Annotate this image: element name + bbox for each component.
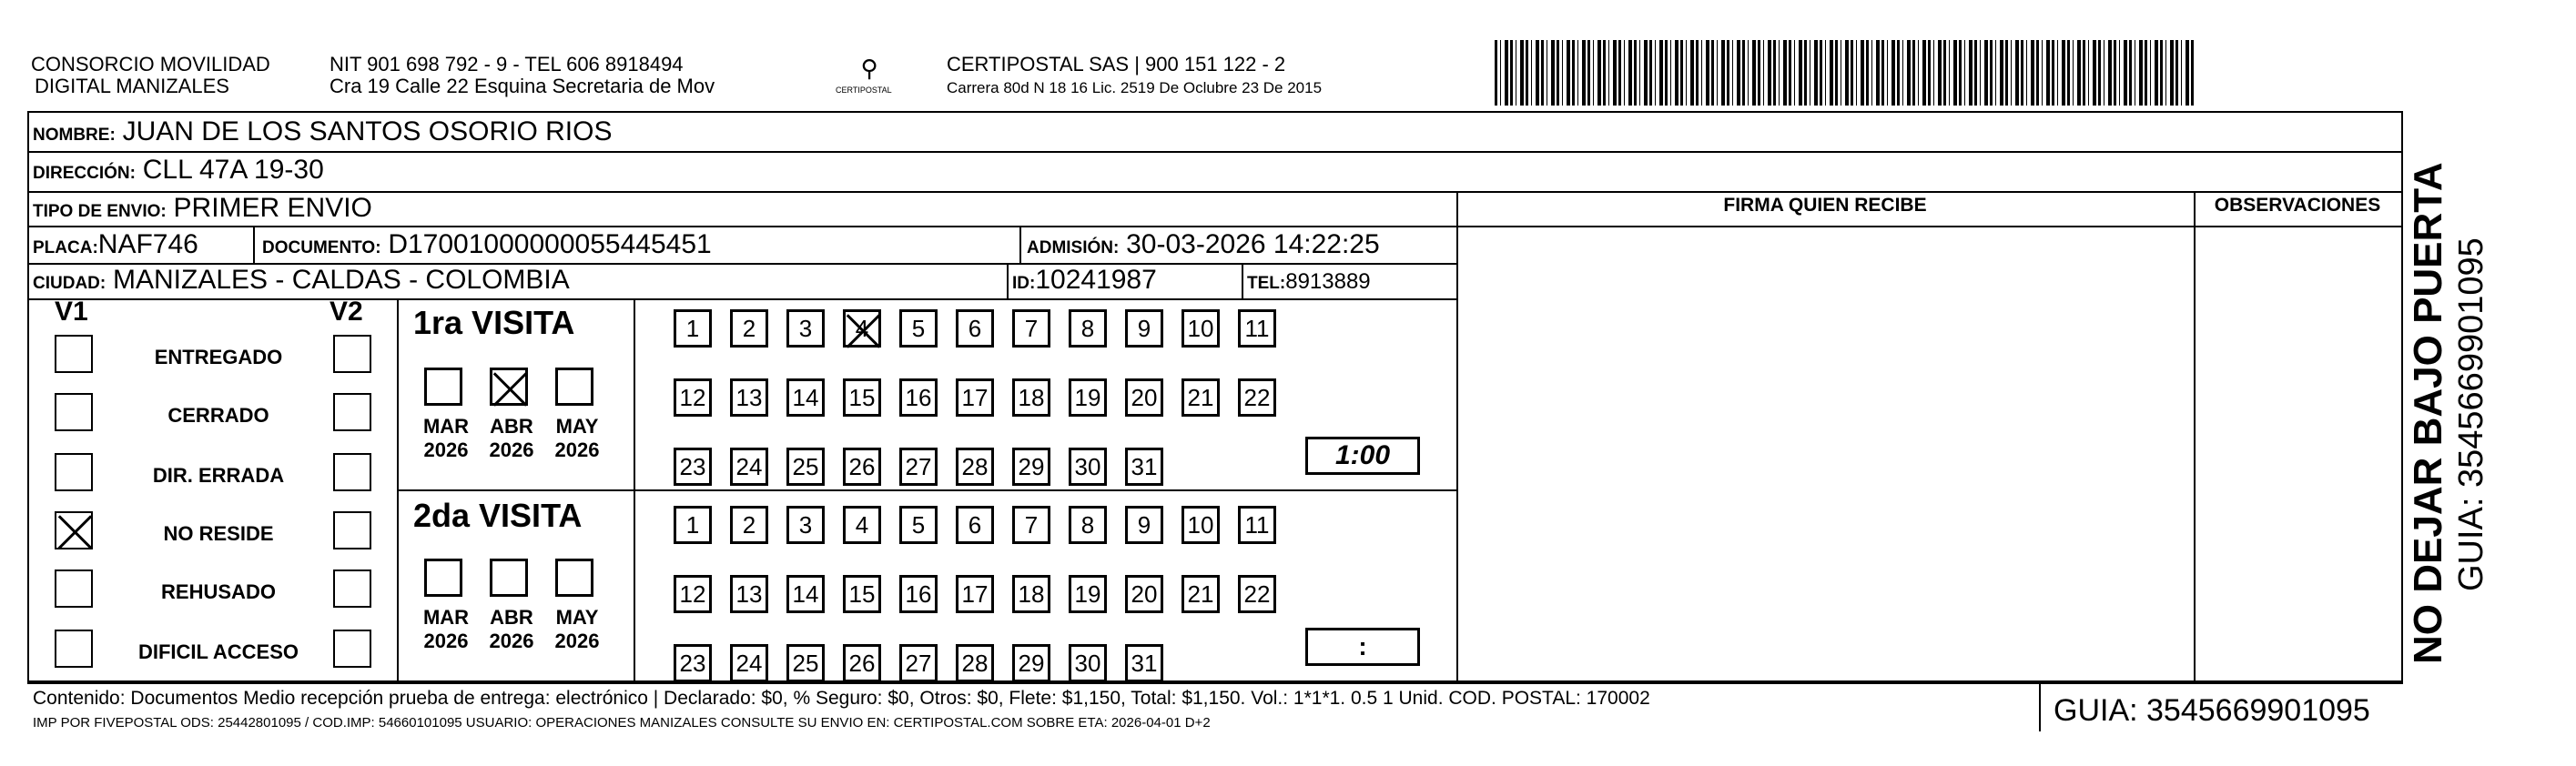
v1-checkbox[interactable] [55, 453, 93, 491]
tipo-envio-field: TIPO DE ENVIO: PRIMER ENVIO [33, 193, 372, 223]
day-box-14[interactable]: 14 [786, 575, 825, 613]
day-box-12[interactable]: 12 [674, 575, 712, 613]
day-box-10[interactable]: 10 [1182, 506, 1220, 544]
day-box-2[interactable]: 2 [730, 506, 768, 544]
sender-name-line2: DIGITAL MANIZALES [35, 75, 229, 97]
v1-checkbox[interactable] [55, 630, 93, 668]
observaciones-label: OBSERVACIONES [2214, 195, 2381, 216]
day-box-25[interactable]: 25 [786, 448, 825, 486]
day-box-7[interactable]: 7 [1012, 506, 1050, 544]
status-label: NO RESIDE [163, 522, 274, 545]
day-box-26[interactable]: 26 [843, 644, 881, 682]
visit2-time[interactable]: : [1305, 628, 1420, 666]
month-checkbox[interactable] [555, 368, 593, 406]
day-box-19[interactable]: 19 [1069, 575, 1107, 613]
v2-checkbox[interactable] [333, 335, 371, 373]
v2-label: V2 [330, 297, 363, 327]
day-box-5[interactable]: 5 [899, 506, 938, 544]
v2-checkbox[interactable] [333, 393, 371, 431]
day-box-25[interactable]: 25 [786, 644, 825, 682]
day-box-8[interactable]: 8 [1069, 309, 1107, 348]
day-box-27[interactable]: 27 [899, 644, 938, 682]
footer-contenido: Contenido: Documentos Medio recepción prueba de entrega: electrónico | Declarado: $0, % Seguro: $0, Otros: $0, Flete: $1,150, Total: $1,150. Vol.: 1*1*1. 0.5 1 Unid. COD. POSTAL: 170002 [33, 688, 1650, 709]
day-box-17[interactable]: 17 [956, 575, 994, 613]
month-label: ABR 2026 [489, 415, 534, 461]
day-box-16[interactable]: 16 [899, 575, 938, 613]
day-box-18[interactable]: 18 [1012, 378, 1050, 417]
day-box-11[interactable]: 11 [1238, 309, 1276, 348]
day-box-21[interactable]: 21 [1182, 575, 1220, 613]
direccion-field: DIRECCIÓN: CLL 47A 19-30 [33, 155, 324, 185]
courier-logo-text: CERTIPOSTAL [836, 86, 892, 95]
tel-field: TEL:8913889 [1247, 269, 1371, 294]
v2-checkbox[interactable] [333, 453, 371, 491]
courier-address: Carrera 80d N 18 16 Lic. 2519 De Oclubre 23 De 2015 [947, 79, 1323, 96]
day-box-17[interactable]: 17 [956, 378, 994, 417]
day-box-4[interactable]: 4 [843, 506, 881, 544]
observaciones-area[interactable] [2196, 227, 2401, 679]
day-box-22[interactable]: 22 [1238, 378, 1276, 417]
month-checkbox[interactable] [424, 559, 462, 597]
month-label: MAR 2026 [422, 606, 470, 652]
status-label: REHUSADO [161, 580, 276, 603]
firma-area[interactable] [1458, 227, 2192, 679]
day-box-23[interactable]: 23 [674, 448, 712, 486]
sender-nit: NIT 901 698 792 - 9 - TEL 606 8918494 [330, 53, 684, 76]
day-box-4[interactable]: 4 [843, 309, 881, 348]
v1-label: V1 [55, 297, 88, 327]
sender-address: Cra 19 Calle 22 Esquina Secretaria de Mov [330, 75, 715, 97]
day-box-3[interactable]: 3 [786, 309, 825, 348]
day-box-20[interactable]: 20 [1125, 378, 1163, 417]
day-box-10[interactable]: 10 [1182, 309, 1220, 348]
day-box-13[interactable]: 13 [730, 575, 768, 613]
month-checkbox[interactable] [424, 368, 462, 406]
day-box-30[interactable]: 30 [1069, 644, 1107, 682]
day-box-28[interactable]: 28 [956, 448, 994, 486]
v2-checkbox[interactable] [333, 569, 371, 608]
day-box-5[interactable]: 5 [899, 309, 938, 348]
placa-field: PLACA:NAF746 [33, 229, 198, 259]
ciudad-field: CIUDAD: MANIZALES - CALDAS - COLOMBIA [33, 265, 570, 295]
documento-field: DOCUMENTO: D17001000000055445451 [262, 229, 712, 259]
id-field: ID:10241987 [1012, 265, 1157, 295]
month-checkbox[interactable] [490, 559, 528, 597]
day-box-9[interactable]: 9 [1125, 309, 1163, 348]
barcode [1495, 40, 2196, 106]
visit1-title: 1ra VISITA [413, 304, 575, 341]
side-guia: GUIA: 3545669901095 [2452, 237, 2490, 591]
day-box-3[interactable]: 3 [786, 506, 825, 544]
day-box-29[interactable]: 29 [1012, 448, 1050, 486]
day-box-24[interactable]: 24 [730, 644, 768, 682]
day-box-24[interactable]: 24 [730, 448, 768, 486]
day-box-21[interactable]: 21 [1182, 378, 1220, 417]
v2-checkbox[interactable] [333, 511, 371, 549]
status-label: CERRADO [167, 404, 269, 427]
day-box-23[interactable]: 23 [674, 644, 712, 682]
courier-name: CERTIPOSTAL SAS | 900 151 122 - 2 [947, 53, 1286, 76]
month-label: MAY 2026 [554, 606, 600, 652]
status-label: DIR. ERRADA [152, 464, 285, 487]
day-box-15[interactable]: 15 [843, 378, 881, 417]
day-box-29[interactable]: 29 [1012, 644, 1050, 682]
visit1-time[interactable]: 1:00 [1305, 437, 1420, 475]
footer-guia: GUIA: 3545669901095 [2054, 693, 2370, 728]
day-box-12[interactable]: 12 [674, 378, 712, 417]
day-box-22[interactable]: 22 [1238, 575, 1276, 613]
v1-checkbox[interactable] [55, 393, 93, 431]
day-box-28[interactable]: 28 [956, 644, 994, 682]
v2-checkbox[interactable] [333, 630, 371, 668]
day-box-6[interactable]: 6 [956, 506, 994, 544]
visit2-title: 2da VISITA [413, 497, 583, 534]
no-dejar-warning: NO DEJAR BAJO PUERTA [2406, 162, 2450, 664]
day-box-1[interactable]: 1 [674, 506, 712, 544]
day-box-15[interactable]: 15 [843, 575, 881, 613]
day-box-16[interactable]: 16 [899, 378, 938, 417]
admision-field: ADMISIÓN: 30-03-2026 14:22:25 [1027, 229, 1380, 259]
status-label: ENTREGADO [154, 346, 283, 368]
month-label: ABR 2026 [489, 606, 534, 652]
day-box-2[interactable]: 2 [730, 309, 768, 348]
month-label: MAR 2026 [422, 415, 470, 461]
day-box-8[interactable]: 8 [1069, 506, 1107, 544]
day-box-13[interactable]: 13 [730, 378, 768, 417]
v1-checkbox[interactable] [55, 569, 93, 608]
status-label: DIFICIL ACCESO [137, 640, 299, 663]
firma-label: FIRMA QUIEN RECIBE [1723, 195, 1927, 216]
day-box-6[interactable]: 6 [956, 309, 994, 348]
day-box-14[interactable]: 14 [786, 378, 825, 417]
day-box-31[interactable]: 31 [1125, 644, 1163, 682]
nombre-field: NOMBRE: JUAN DE LOS SANTOS OSORIO RIOS [33, 116, 613, 146]
courier-logo-icon: ⚲ [860, 55, 878, 82]
day-box-9[interactable]: 9 [1125, 506, 1163, 544]
day-box-27[interactable]: 27 [899, 448, 938, 486]
day-box-31[interactable]: 31 [1125, 448, 1163, 486]
month-checkbox[interactable] [490, 368, 528, 406]
day-box-7[interactable]: 7 [1012, 309, 1050, 348]
v1-checkbox[interactable] [55, 335, 93, 373]
day-box-19[interactable]: 19 [1069, 378, 1107, 417]
day-box-11[interactable]: 11 [1238, 506, 1276, 544]
day-box-30[interactable]: 30 [1069, 448, 1107, 486]
month-label: MAY 2026 [554, 415, 600, 461]
day-box-20[interactable]: 20 [1125, 575, 1163, 613]
footer-imp: IMP POR FIVEPOSTAL ODS: 25442801095 / COD.IMP: 54660101095 USUARIO: OPERACIONES MANIZALES CONSULTE SU ENVIO EN: CERTIPOSTAL.COM SOBRE ETA: 2026-04-01 D+2 [33, 715, 1211, 731]
day-box-18[interactable]: 18 [1012, 575, 1050, 613]
month-checkbox[interactable] [555, 559, 593, 597]
v1-checkbox[interactable] [55, 511, 93, 549]
sender-name-line1: CONSORCIO MOVILIDAD [31, 53, 270, 76]
day-box-26[interactable]: 26 [843, 448, 881, 486]
day-box-1[interactable]: 1 [674, 309, 712, 348]
